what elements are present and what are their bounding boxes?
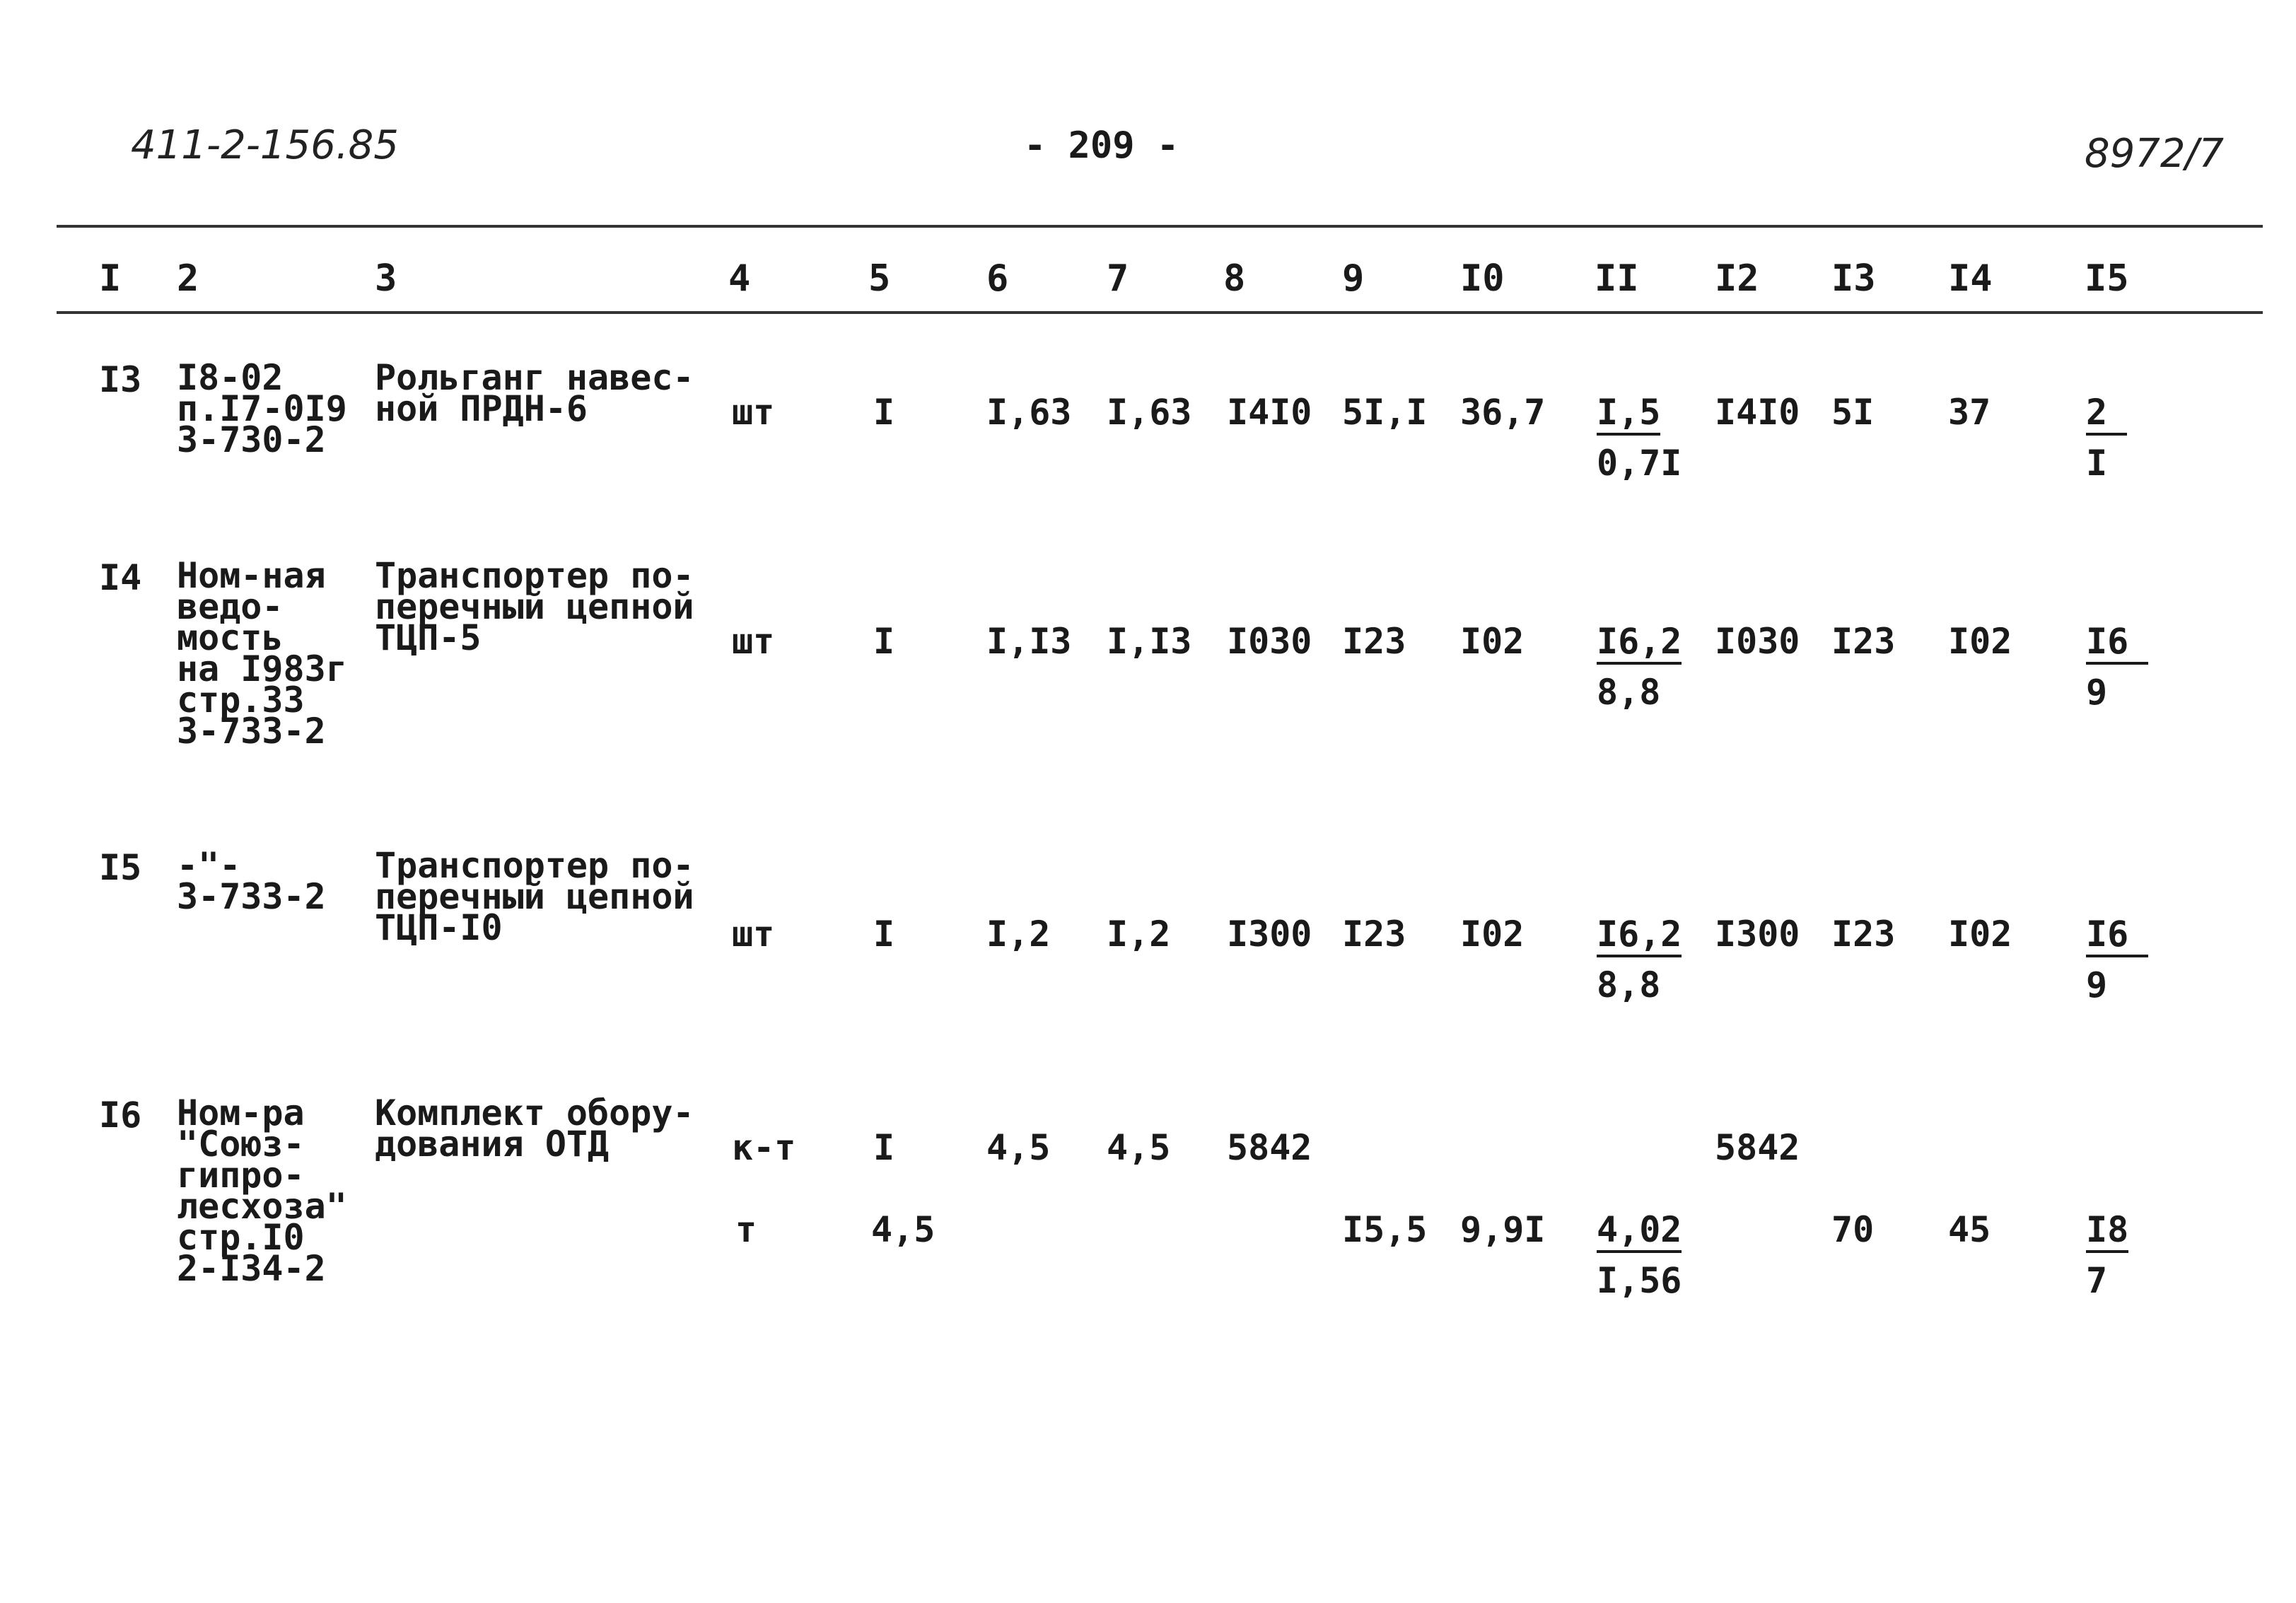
cell-col6: I,2 (986, 914, 1051, 955)
fraction-col15 (2086, 392, 2127, 484)
column-header-12: I2 (1715, 257, 1759, 300)
cell-col9: 5I,I (1342, 392, 1428, 433)
cell-col12: 5842 (1715, 1127, 1800, 1168)
unit: шт (732, 392, 775, 433)
cell-col14: 37 (1948, 392, 1991, 433)
fraction-denominator: 9 (2086, 964, 2108, 1005)
column-header-10: I0 (1460, 257, 1505, 300)
cell-col8: 5842 (1227, 1127, 1312, 1168)
cell-col9: I23 (1342, 914, 1406, 955)
fraction-denominator: 8,8 (1597, 672, 1661, 713)
cell-col9: I5,5 (1342, 1209, 1428, 1250)
cell-col6: I,63 (986, 392, 1072, 433)
fraction-numerator: I,5 (1597, 395, 1660, 436)
fraction-numerator: I8 (2086, 1212, 2128, 1253)
cell-col8: I4I0 (1227, 392, 1312, 433)
column-header-6: 6 (986, 257, 1009, 300)
cell-col7: I,I3 (1107, 621, 1192, 662)
cell-col10: 9,9I (1460, 1209, 1546, 1250)
source-reference: Ном-ра "Союз- гипро- лесхоза" стр.I0 2-I34-2 (177, 1092, 347, 1289)
row-number: I3 (99, 359, 142, 400)
cell-col14: 45 (1948, 1209, 1991, 1250)
cell-col12: I4I0 (1715, 392, 1800, 433)
column-header-3: 3 (375, 257, 397, 300)
source-reference: -"- 3-733-2 (177, 845, 326, 917)
column-header-11: II (1595, 257, 1639, 300)
page-number: - 209 - (1024, 124, 1179, 167)
fraction-numerator: I6 (2086, 624, 2148, 665)
column-header-13: I3 (1831, 257, 1876, 300)
fraction-denominator: 0,7I (1597, 443, 1682, 484)
column-header-2: 2 (177, 257, 199, 300)
fraction-denominator: 8,8 (1597, 964, 1661, 1005)
cell-col13: 5I (1831, 392, 1875, 433)
cell-col10: I02 (1460, 914, 1525, 955)
source-reference: Ном-ная ведо- мость на I983г стр.33 3-733-2 (177, 555, 347, 752)
cell-col14: I02 (1948, 914, 2012, 955)
column-header-9: 9 (1342, 257, 1365, 300)
row-number: I5 (99, 847, 142, 888)
column-header-5: 5 (868, 257, 891, 300)
fraction-col15 (2086, 621, 2148, 713)
cell-col6: 4,5 (986, 1127, 1051, 1168)
fraction-col11 (1597, 1209, 1682, 1301)
item-name: Рольганг навес- ной ПРДН-6 (375, 357, 694, 429)
fraction-col15 (2086, 1209, 2129, 1301)
fraction-col11 (1597, 916, 1682, 1003)
cell-col8: I300 (1227, 914, 1312, 955)
unit: шт (732, 621, 775, 662)
cell-col10: 36,7 (1460, 392, 1546, 433)
fraction-denominator: I (2086, 443, 2108, 484)
quantity: 4,5 (871, 1209, 936, 1250)
fraction-col15 (2086, 916, 2148, 1003)
column-header-8: 8 (1223, 257, 1246, 300)
cell-col12: I030 (1715, 621, 1800, 662)
fraction-numerator: 2 (2086, 395, 2127, 436)
fraction-numerator: I6,2 (1597, 916, 1682, 957)
cell-col14: I02 (1948, 621, 2012, 662)
fraction-numerator: 4,02 (1597, 1212, 1682, 1253)
cell-col13: 70 (1831, 1209, 1875, 1250)
quantity: I (873, 392, 895, 433)
fraction-denominator: I,56 (1597, 1260, 1682, 1301)
unit: т (735, 1209, 757, 1250)
quantity: I (873, 621, 895, 662)
fraction-numerator: I6 (2086, 916, 2148, 957)
cell-col13: I23 (1831, 621, 1896, 662)
column-header-14: I4 (1948, 257, 1993, 300)
item-name: Транспортер по- перечный цепной ТЦП-5 (375, 555, 694, 658)
cell-col8: I030 (1227, 621, 1312, 662)
fraction-denominator: 9 (2086, 672, 2108, 713)
column-header-15: I5 (2085, 257, 2129, 300)
source-reference: I8-02 п.I7-0I9 3-730-2 (177, 357, 347, 460)
fraction-col11 (1597, 621, 1682, 713)
header-rule (57, 311, 2263, 314)
top-rule (57, 225, 2263, 228)
cell-col7: I,63 (1107, 392, 1192, 433)
document-code: 411-2-156.85 (131, 122, 399, 168)
sheet-reference: 8972/7 (2085, 131, 2225, 177)
column-header-7: 7 (1107, 257, 1129, 300)
quantity: I (873, 1127, 895, 1168)
item-name: Транспортер по- перечный цепной ТЦП-I0 (375, 845, 694, 948)
row-number: I4 (99, 557, 142, 598)
cell-col12: I300 (1715, 914, 1800, 955)
fraction-numerator: I6,2 (1597, 624, 1682, 665)
fraction-denominator: 7 (2086, 1260, 2108, 1301)
fraction-col11 (1597, 392, 1682, 484)
cell-col13: I23 (1831, 914, 1896, 955)
cell-col6: I,I3 (986, 621, 1072, 662)
item-name: Комплект обору- дования ОТД (375, 1092, 694, 1165)
cell-col7: I,2 (1107, 914, 1171, 955)
cell-col10: I02 (1460, 621, 1525, 662)
cell-col7: 4,5 (1107, 1127, 1171, 1168)
column-header-1: I (99, 257, 122, 300)
column-header-4: 4 (728, 257, 751, 300)
quantity: I (873, 914, 895, 955)
unit: шт (732, 914, 775, 955)
unit: к-т (732, 1127, 796, 1168)
row-number: I6 (99, 1095, 142, 1136)
cell-col9: I23 (1342, 621, 1406, 662)
